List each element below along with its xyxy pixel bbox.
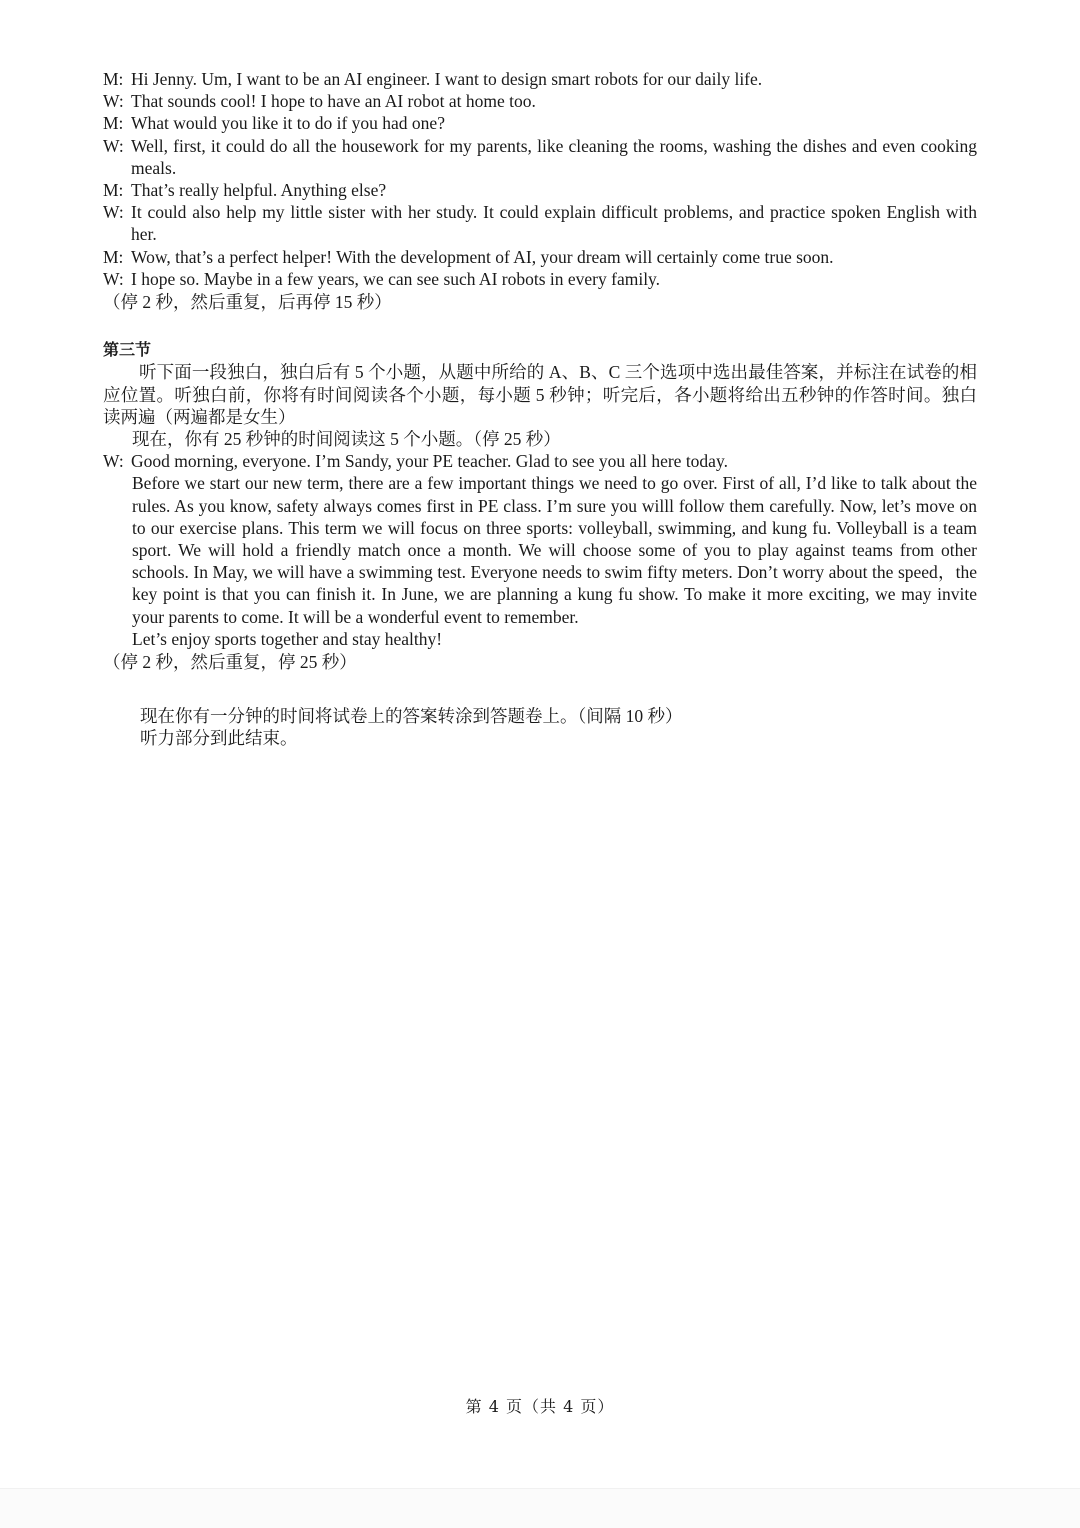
speaker-label: M:: [103, 113, 124, 134]
dialogue: [103, 68, 977, 290]
dialogue-text: I hope so. Maybe in a few years, we can see such AI robots in every family.: [131, 268, 661, 289]
reading-time-instruction: 现在，你有 25 秒钟的时间阅读这 5 个小题。（停 25 秒）: [132, 429, 561, 450]
dialogue-line: [103, 90, 977, 112]
dialogue-line: [103, 268, 977, 290]
monologue-greeting: Good morning, everyone. I’m Sandy, your PE teacher. Glad to see you all here today.: [131, 451, 728, 472]
listening-end-note: 听力部分到此结束。: [140, 728, 298, 749]
speaker-label: W:: [103, 91, 124, 112]
dialogue-line: [103, 112, 977, 134]
monologue-body: Before we start our new term, there are a few important things we need to go over. First of all, I’d like to talk about the rules. As you know, safety always comes first in PE class. I’m sure you willl follow them carefully. Now, let’s move on to our exercise plans. This term we will focus on three sports: volleyball, swimming, and kung fu. Volleyball is a team sport. We will hold a friendly match once a month. We will choose some of you to play against teams from other schools. In May, we will have a swimming test. Everyone needs to swim fifty meters. Don’t worry about the speed，the key point is that you can finish it. In June, we are planning a kung fu show. To make it more exciting, we may invite your parents to come. It will be a wonderful event to remember.: [132, 473, 977, 627]
dialogue-line: [103, 201, 977, 245]
monologue-closing: Let’s enjoy sports together and stay healthy!: [132, 628, 443, 649]
monologue-first-line: [103, 450, 977, 472]
ending-block: [103, 705, 977, 749]
section-title: 第三节: [103, 340, 152, 360]
dialogue-text: That’s really helpful. Anything else?: [131, 180, 387, 201]
speaker-label: M:: [103, 246, 124, 267]
speaker-label: W:: [103, 202, 124, 223]
dialogue-line: [103, 135, 977, 179]
section-instructions: 听下面一段独白，独白后有 5 个小题，从题中所给的 A、B、C 三个选项中选出最佳答案，并标注在试卷的相应位置。听独白前，你将有时间阅读各个小题，每小题 5 秒钟；听完后，各小题将给出五秒钟的作答时间。独白读两遍（两遍都是女生）: [103, 362, 977, 427]
speaker-label: M:: [103, 69, 124, 89]
document-page: [103, 68, 977, 750]
dialogue-line: [103, 179, 977, 201]
scan-bottom-edge: [0, 1488, 1080, 1528]
speaker-label: W:: [103, 135, 124, 156]
pause-instruction-1: （停 2 秒，然后重复，后再停 15 秒）: [103, 292, 392, 313]
dialogue-text: That sounds cool! I hope to have an AI robot at home too.: [131, 91, 536, 112]
dialogue-text: Wow, that’s a perfect helper! With the development of AI, your dream will certainly come true soon.: [131, 246, 834, 267]
speaker-label: W:: [103, 268, 124, 289]
dialogue-text: Well, first, it could do all the housework for my parents, like cleaning the rooms, washing the dishes and even cooking meals.: [131, 135, 977, 178]
dialogue-text: Hi Jenny. Um, I want to be an AI engineer. I want to design smart robots for our daily life.: [131, 69, 763, 89]
page-number: 第 4 页（共 4 页）: [465, 1397, 615, 1416]
dialogue-text: It could also help my little sister with her study. It could explain difficult problems, and practice spoken English with her.: [131, 202, 977, 245]
dialogue-line: [103, 246, 977, 268]
answer-transfer-instruction: 现在你有一分钟的时间将试卷上的答案转涂到答题卷上。（间隔 10 秒）: [140, 706, 683, 727]
speaker-label: M:: [103, 180, 124, 201]
dialogue-text: What would you like it to do if you had one?: [131, 113, 445, 134]
speaker-label: W:: [103, 451, 124, 472]
dialogue-line: [103, 68, 977, 90]
pause-instruction-2: （停 2 秒，然后重复，停 25 秒）: [103, 652, 357, 673]
